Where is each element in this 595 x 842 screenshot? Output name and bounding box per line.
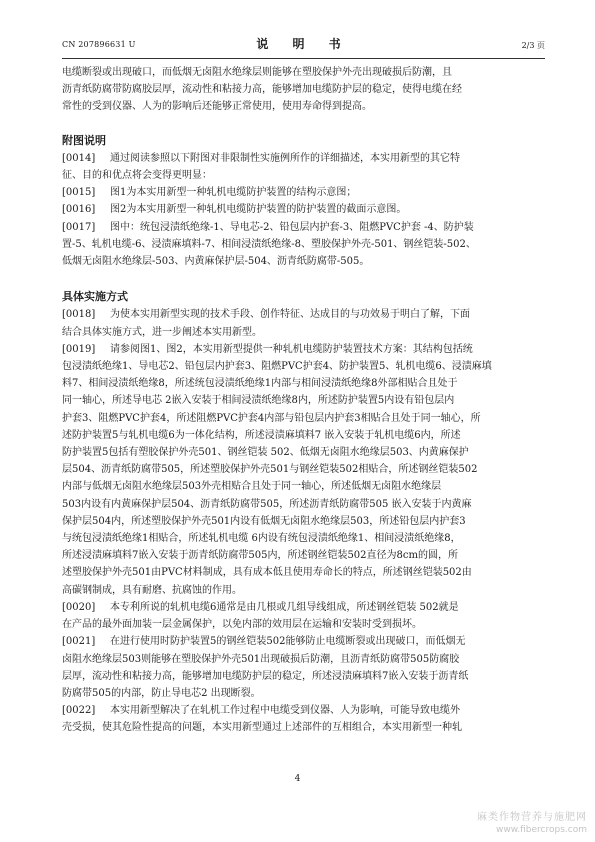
text-line: 图1为本实用新型一种轧机电缆防护装置的结构示意图； (110, 187, 357, 199)
text-line: 壳受损，使其危险性提高的问题，本实用新型通过上述部件的互相组合，本实用新型一种轧 (62, 722, 462, 734)
text-line: 征、目的和优点将会变得更明显： (62, 170, 212, 182)
text-line: 内部与低烟无卤阻水绝缘层503外壳相贴合且处于同一轴心，所述低烟无卤阻水绝缘层 (62, 481, 442, 493)
text-line: 包浸渍纸绝缘1、导电芯2、铅包层内护套3、阻燃PVC护套4、防护装置5、轧机电缆6、浸渍麻填 (62, 361, 492, 373)
header-rule (62, 58, 545, 59)
text-line: 常性的受到仪器、人为的影响后还能够正常使用，使用寿命得到提高。 (62, 101, 372, 113)
paragraph-number: [0014] (62, 152, 96, 164)
text-line: 通过阅读参照以下附图对非限制性实施例所作的详细描述，本实用新型的其它特 (110, 152, 460, 164)
paragraph-0018 (62, 306, 545, 323)
text-line: 在进行使用时防护装置5的钢丝铠装502能够防止电缆断裂或出现破口，而低烟无 (110, 636, 466, 648)
text-line: 置-5、轧机电缆-6、浸渍麻填料-7、相间浸渍纸绝缘-8、塑胶保护外壳-501、钢丝铠装-502、 (62, 238, 476, 250)
section-title-figures: 附图说明 (62, 133, 106, 147)
text-line: 料7、相间浸渍纸绝缘8，所述统包浸渍纸绝缘1内部与相间浸渍纸绝缘8外部相贴合且处于 (62, 378, 458, 390)
paragraph-0017 (62, 219, 545, 236)
text-line: 高碳钢制成，具有耐磨、抗腐蚀的作用。 (62, 584, 242, 596)
paragraph-number: [0019] (62, 343, 96, 355)
text-line: 所述浸渍麻填料7嵌入安装于沥青纸防腐带505内，所述钢丝铠装502直径为8cm的圆，所 (62, 550, 458, 562)
text-line: 护套3、阻燃PVC护套4，所述阻燃PVC护套4内部与铅包层内护套3相贴合且处于同一轴心，所 (62, 412, 481, 424)
text-line: 图2为本实用新型一种轧机电缆防护装置的防护装置的截面示意图。 (110, 204, 407, 216)
text-line: 保护层504内，所述塑胶保护外壳501内设有低烟无卤阻水绝缘层503，所述铅包层内护套3 (62, 515, 466, 527)
paragraph-0020 (62, 599, 545, 616)
page-number: 4 (294, 774, 301, 784)
paragraph-number: [0018] (62, 309, 96, 321)
paragraph-number: [0017] (62, 221, 96, 233)
text-line: 503内设有内黄麻保护层504、沥青纸防腐带505，所述沥青纸防腐带505 嵌入安装于内黄麻 (62, 498, 472, 510)
text-line: 述防护装置5与轧机电缆6为一体化结构，所述浸渍麻填料7 嵌入安装于轧机电缆6内，所述 (62, 429, 461, 441)
text-line: 为使本实用新型实现的技术手段、创作特征、达成目的与功效易于明白了解，下面 (110, 309, 470, 321)
section-title-embodiment: 具体实施方式 (62, 290, 128, 304)
paragraph-number: [0022] (62, 705, 96, 717)
document-body (62, 64, 545, 737)
watermark-text: 麻类作物营养与施肥网 (477, 812, 587, 823)
page-header (62, 34, 545, 56)
text-line: 本实用新型解决了在轧机工作过程中电缆受到仪器、人为影响，可能导致电缆外 (110, 705, 460, 717)
text-line: 卤阻水绝缘层503则能够在塑胶保护外壳501出现破损后防潮，且沥青纸防腐带505防腐胶 (62, 653, 460, 665)
text-line: 同一轴心，所述导电芯 2嵌入安装于相间浸渍纸绝缘8内，所述防护装置5内设有铅包层内 (62, 395, 455, 407)
watermark (477, 808, 587, 835)
paragraph-0016 (62, 201, 545, 218)
page-indicator: 2/3 页 (521, 41, 545, 50)
text-line: 层厚，流动性和粘接力高，能够增加电缆防护层的稳定，所述浸渍麻填料7嵌入安装于沥青纸 (62, 670, 469, 682)
paragraph-0014 (62, 150, 545, 167)
patent-number: CN 207896631 U (62, 40, 136, 49)
text-line: 本专利所说的轧机电缆6通常是由几根或几组导线组成，所述钢丝铠装 502就是 (110, 601, 459, 613)
text-line: 述塑胶保护外壳501由PVC材料制成，具有成本低且使用寿命长的特点，所述钢丝铠装502由 (62, 567, 472, 579)
text-line: 沥青纸防腐带防腐胶层厚，流动性和粘接力高，能够增加电缆防护层的稳定，使得电缆在经 (62, 84, 462, 96)
text-line: 防护装置5包括有塑胶保护外壳501、钢丝铠装 502、低烟无卤阻水绝缘层503、内黄麻保护 (62, 447, 469, 459)
text-line: 图中：统包浸渍纸绝缘-1、导电芯-2、铅包层内护套-3、阻燃PVC护套 -4、防护装 (110, 221, 474, 233)
text-line: 层504、沥青纸防腐带505，所述塑胶保护外壳501与钢丝铠装502相贴合，所述钢丝铠装502 (62, 464, 478, 476)
paragraph-0015 (62, 184, 545, 201)
paragraph-0022 (62, 702, 545, 719)
paragraph-0019 (62, 341, 545, 358)
text-line: 与统包浸渍纸绝缘1相贴合，所述轧机电缆 6内设有统包浸渍纸绝缘1、相间浸渍纸绝缘8， (62, 533, 461, 545)
watermark-url: www.fibercrops.com (496, 825, 587, 835)
text-line: 请参阅图1、图2，本实用新型提供一种轧机电缆防护装置技术方案：其结构包括统 (110, 343, 473, 355)
paragraph-0021 (62, 633, 545, 650)
document-title: 说 明 书 (256, 37, 351, 51)
paragraph-number: [0020] (62, 601, 96, 613)
intro-paragraph (62, 64, 545, 116)
text-line: 防腐带505的内部，防止导电芯2 出现断裂。 (62, 687, 261, 699)
paragraph-number: [0015] (62, 187, 96, 199)
text-line: 低烟无卤阻水绝缘层-503、内黄麻保护层-504、沥青纸防腐带-505。 (62, 256, 370, 268)
text-line: 电缆断裂或出现破口，而低烟无卤阻水绝缘层则能够在塑胶保护外壳出现破损后防潮，且 (62, 67, 452, 78)
paragraph-number: [0016] (62, 204, 96, 216)
text-line: 结合具体实施方式，进一步阐述本实用新型。 (62, 326, 262, 338)
text-line: 在产品的最外面加装一层金属保护，以免内部的效用层在运输和安装时受到损坏。 (62, 619, 422, 631)
paragraph-number: [0021] (62, 636, 96, 648)
